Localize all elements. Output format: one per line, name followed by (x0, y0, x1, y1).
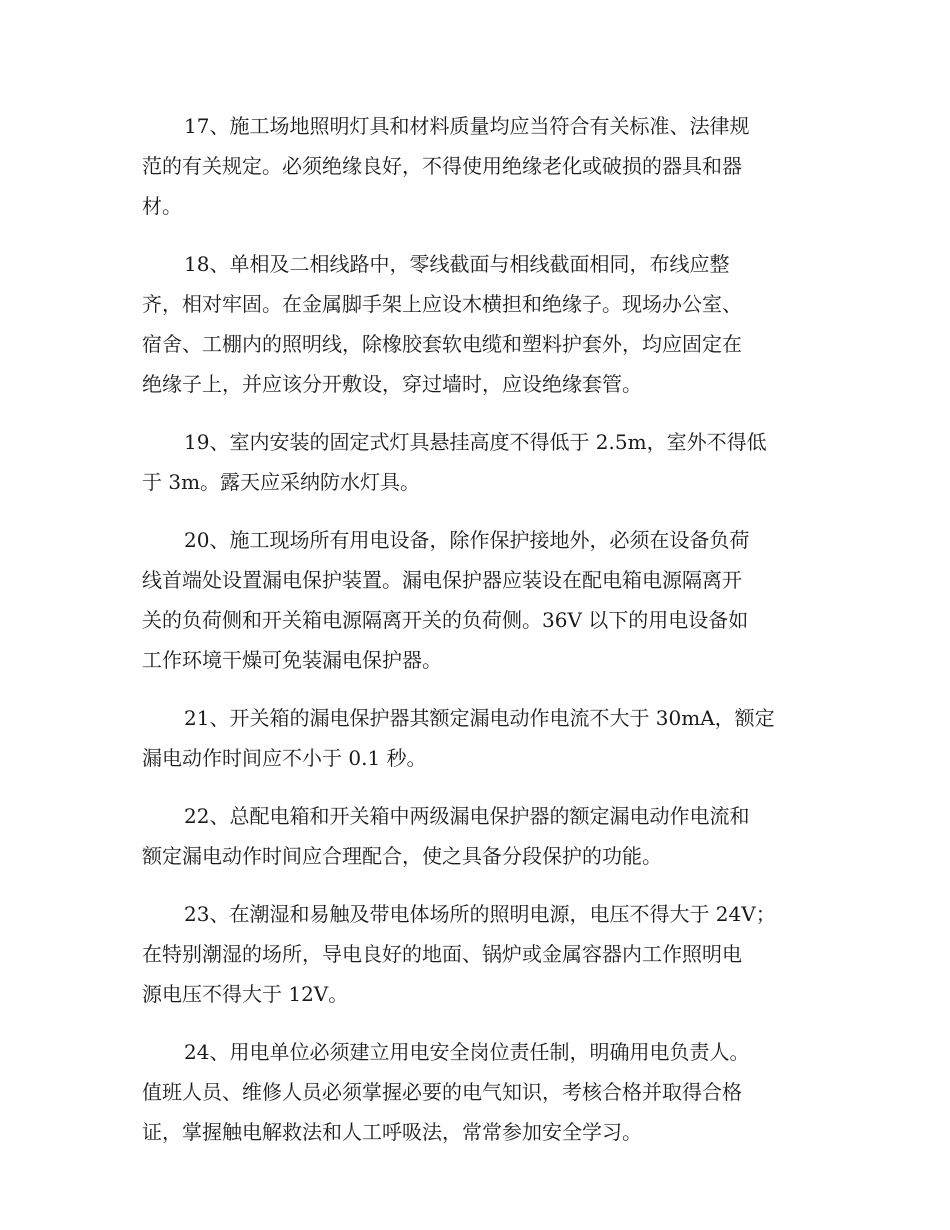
paragraph-21 (142, 698, 802, 778)
text-line: 源电压不得大于 12V。 (142, 982, 349, 1006)
text-line: 绝缘子上，并应该分开敷设，穿过墙时，应设绝缘套管。 (142, 372, 642, 396)
text-line: 20、施工现场所有用电设备，除作保护接地外，必须在设备负荷 (184, 528, 750, 552)
text-line: 线首端处设置漏电保护装置。漏电保护器应装设在配电箱电源隔离开 (142, 568, 742, 592)
text-line: 关的负荷侧和开关箱电源隔离开关的负荷侧。36V 以下的用电设备如 (142, 608, 749, 632)
text-line: 漏电动作时间应不小于 0.1 秒。 (142, 746, 427, 770)
text-line: 24、用电单位必须建立用电安全岗位责任制，明确用电负责人。 (184, 1040, 750, 1064)
text-line: 宿舍、工棚内的照明线，除橡胶套软电缆和塑料护套外，均应固定在 (142, 332, 742, 356)
text-line: 23、在潮湿和易触及带电体场所的照明电源，电压不得大于 24V； (184, 902, 776, 926)
text-line: 22、总配电箱和开关箱中两级漏电保护器的额定漏电动作电流和 (184, 804, 750, 828)
paragraph-17 (142, 106, 802, 226)
paragraph-19 (142, 422, 802, 502)
paragraph-22 (142, 796, 802, 876)
text-line: 在特别潮湿的场所，导电良好的地面、锅炉或金属容器内工作照明电 (142, 942, 742, 966)
text-line: 材。 (142, 194, 182, 218)
text-line: 范的有关规定。必须绝缘良好，不得使用绝缘老化或破损的器具和器 (142, 154, 742, 178)
paragraph-18 (142, 244, 802, 404)
text-line: 齐，相对牢固。在金属脚手架上应设木横担和绝缘子。现场办公室、 (142, 292, 742, 316)
paragraph-23 (142, 894, 802, 1014)
text-line: 18、单相及二相线路中，零线截面与相线截面相同，布线应整 (184, 252, 730, 276)
text-line: 工作环境干燥可免装漏电保护器。 (142, 648, 442, 672)
text-line: 19、室内安装的固定式灯具悬挂高度不得低于 2.5m，室外不得低 (184, 430, 767, 454)
document-body (142, 106, 802, 1170)
paragraph-24 (142, 1032, 802, 1152)
text-line: 证，掌握触电解救法和人工呼吸法，常常参加安全学习。 (142, 1120, 642, 1144)
text-line: 21、开关箱的漏电保护器其额定漏电动作电流不大于 30mA，额定 (184, 706, 775, 730)
text-line: 额定漏电动作时间应合理配合，使之具备分段保护的功能。 (142, 844, 662, 868)
paragraph-20 (142, 520, 802, 680)
text-line: 17、施工场地照明灯具和材料质量均应当符合有关标准、法律规 (184, 114, 750, 138)
text-line: 于 3m。露天应采纳防水灯具。 (142, 470, 421, 494)
text-line: 值班人员、维修人员必须掌握必要的电气知识，考核合格并取得合格 (142, 1080, 742, 1104)
